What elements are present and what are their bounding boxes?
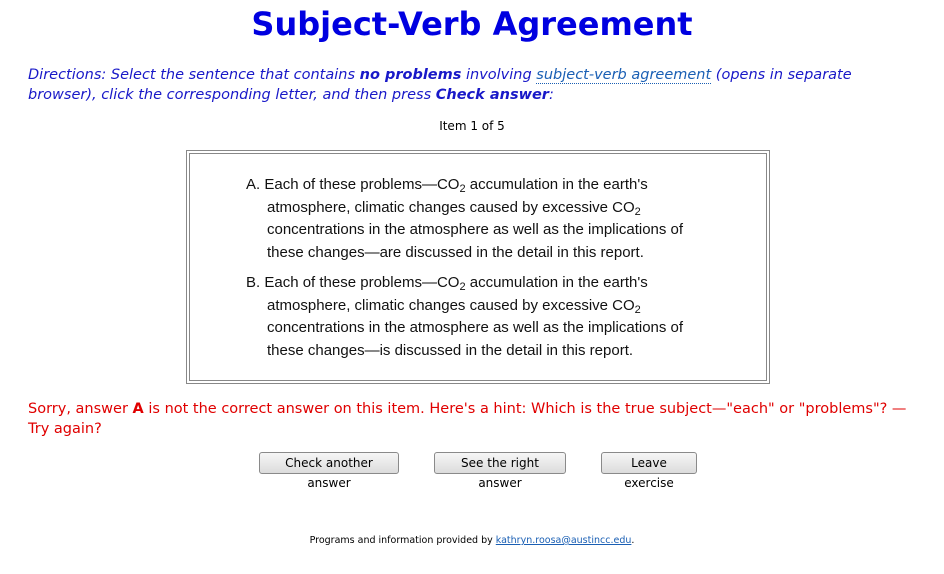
choices-box-inner: [189, 153, 767, 381]
choice-b-text-1a: Each of these problems—CO: [264, 274, 460, 291]
footer-email-link[interactable]: kathryn.roosa@austincc.edu: [495, 535, 632, 546]
choice-a-line-3: concentrations in the atmosphere as well as the implications of: [267, 221, 684, 238]
choice-b-line-1: [246, 272, 736, 295]
hint-prefix: Sorry, answer: [28, 401, 133, 417]
footer: [0, 535, 944, 546]
choice-b-sub-2: 2: [634, 303, 641, 316]
check-another-answer-button[interactable]: Check another answer: [259, 452, 399, 474]
choice-a-text-1a: Each of these problems—CO: [264, 176, 460, 193]
directions-mid: involving: [461, 67, 537, 83]
choices-box: [186, 150, 770, 384]
choice-a-line-4: these changes—are discussed in the detail in this report.: [267, 243, 644, 261]
see-right-answer-button[interactable]: See the right answer: [434, 452, 566, 474]
directions-emphasis-check-answer: Check answer: [435, 87, 549, 103]
choice-a-sub-2: 2: [634, 205, 641, 218]
directions: [28, 65, 918, 105]
choice-a-line-2: [246, 197, 736, 220]
choice-a-text-1b: accumulation in the earth's: [465, 176, 648, 193]
hint-answer-letter: A: [132, 401, 144, 417]
choice-b-text-1b: accumulation in the earth's: [465, 274, 648, 291]
footer-suffix: .: [631, 535, 635, 546]
choice-b-line-3: concentrations in the atmosphere as well as the implications of: [267, 319, 684, 336]
choice-a[interactable]: [246, 174, 736, 264]
item-counter: Item 1 of 5: [439, 119, 505, 133]
subject-verb-agreement-link[interactable]: subject-verb agreement: [536, 67, 712, 83]
choice-b-text-2a: atmosphere, climatic changes caused by excessive CO: [267, 296, 635, 314]
choice-a-letter: A.: [246, 176, 261, 193]
choice-b-line-2: [246, 295, 736, 318]
directions-emphasis-no-problems: no problems: [359, 67, 462, 83]
choice-b-line-4: these changes—is discussed in the detail in this report.: [267, 341, 634, 359]
hint-message: [28, 399, 928, 439]
choice-a-sub-1: 2: [459, 183, 466, 195]
page-title: Subject-Verb Agreement: [251, 5, 693, 43]
directions-mid2: (opens in separate browser), click the corresponding letter, and then press: [28, 67, 852, 103]
choice-a-line-1: [246, 174, 736, 197]
choice-b-letter: B.: [246, 274, 261, 291]
leave-exercise-button[interactable]: Leave exercise: [601, 452, 697, 474]
hint-suffix: is not the correct answer on this item. Here's a hint: Which is the true subject—"each" or "problems"? — Try again?: [28, 401, 907, 437]
directions-prefix: Directions: Select the sentence that contains: [28, 67, 360, 83]
directions-suffix: :: [548, 87, 554, 103]
choice-a-text-2a: atmosphere, climatic changes caused by excessive CO: [267, 198, 635, 216]
choice-b-sub-1: 2: [459, 281, 466, 293]
footer-prefix: Programs and information provided by: [309, 535, 496, 546]
choice-b[interactable]: [246, 272, 736, 362]
